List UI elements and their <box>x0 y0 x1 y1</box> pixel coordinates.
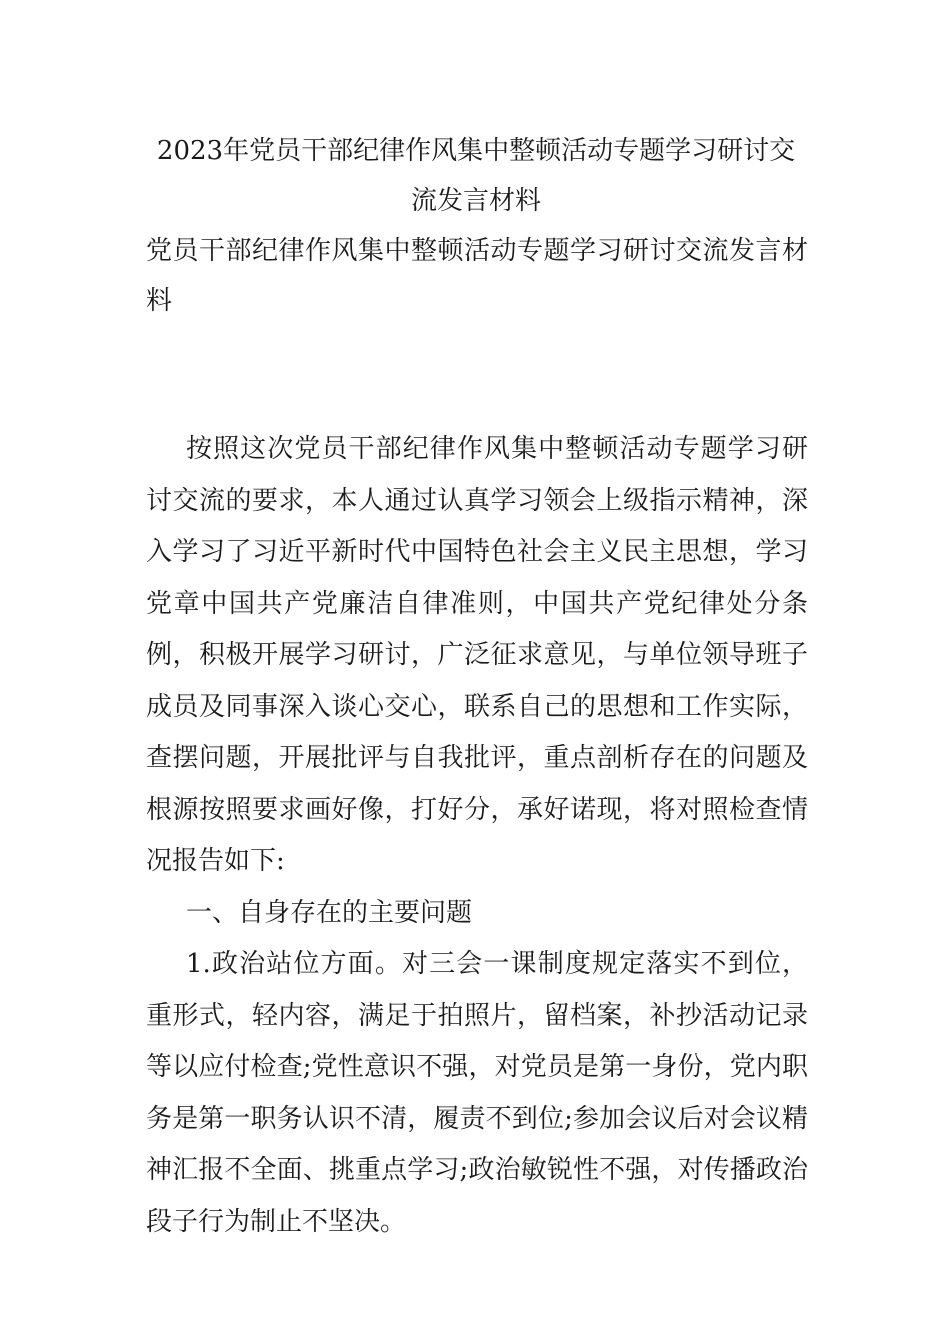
section-heading: 一、自身存在的主要问题 <box>186 897 473 928</box>
document-title: 2023年党员干部纪律作风集中整顿活动专题学习研讨交流发言材料 <box>156 136 796 216</box>
intro-paragraph: 按照这次党员干部纪律作风集中整顿活动专题学习研讨交流的要求，本人通过认真学习领会上级指示精神，深入学习了习近平新时代中国特色社会主义民主思想，学习党章中国共产党廉洁自律准则，中国共产党纪律处分条例，积极开展学习研讨，广泛征求意见，与单位领导班子成员及同事深入谈心交心，联系自己的思想和工作实际，查摆问题，开展批评与自我批评，重点剖析存在的问题及根源按照要求画好像，打好分，承好诺现，将对照检查情况报告如下: <box>146 434 808 876</box>
document-body <box>146 424 808 1248</box>
document-subtitle: 党员干部纪律作风集中整顿活动专题学习研讨交流发言材料 <box>146 236 808 316</box>
political-stance-paragraph: 1.政治站位方面。对三会一课制度规定落实不到位，重形式，轻内容，满足于拍照片，留档案，补抄活动记录等以应付检查;党性意识不强，对党员是第一身份，党内职务是第一职务认识不清，履责不到位;参加会议后对会议精神汇报不全面、挑重点学习;政治敏锐性不强，对传播政治段子行为制止不坚决。 <box>146 949 808 1237</box>
